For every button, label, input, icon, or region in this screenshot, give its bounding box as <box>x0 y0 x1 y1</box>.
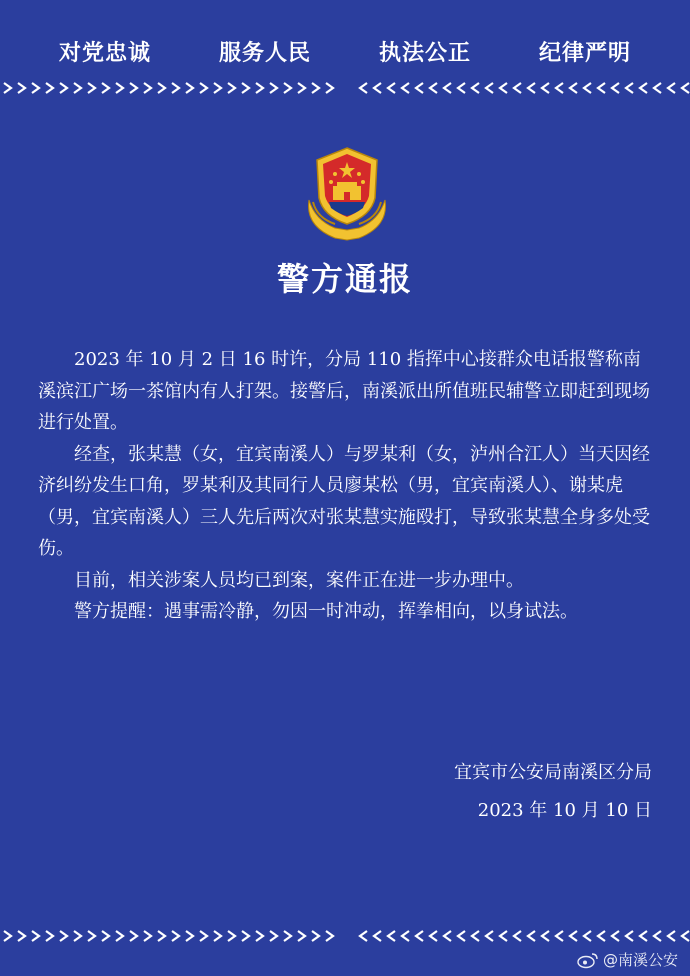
chevron-left-mark <box>556 931 563 941</box>
chevron-left-mark <box>584 931 591 941</box>
chevron-left-mark <box>486 83 493 93</box>
chevron-right-mark <box>228 83 235 93</box>
chevron-right-mark <box>270 931 277 941</box>
chevron-left-mark <box>612 83 619 93</box>
notice-title: 警方通报 <box>276 260 413 298</box>
chevron-left-mark <box>528 931 535 941</box>
chevron-left-mark <box>388 931 395 941</box>
chevron-left-mark <box>626 931 633 941</box>
top-chevron-divider <box>0 81 690 95</box>
chevron-left-mark <box>458 931 465 941</box>
chevron-right-mark <box>60 83 67 93</box>
chevron-right-mark <box>284 931 291 941</box>
chevron-right-mark <box>144 83 151 93</box>
chevron-right-mark <box>270 83 277 93</box>
chevron-left-mark <box>626 83 633 93</box>
chevron-left-mark <box>570 83 577 93</box>
chevron-right-mark <box>46 83 53 93</box>
chevron-right-mark <box>116 931 123 941</box>
chevron-left-mark <box>668 83 675 93</box>
chevron-left-mark <box>444 931 451 941</box>
chevron-left-mark <box>374 931 381 941</box>
chevron-left-mark <box>458 83 465 93</box>
chevron-right-mark <box>88 931 95 941</box>
chevron-right-mark <box>158 83 165 93</box>
chevron-right-mark <box>130 83 137 93</box>
chevron-right-mark <box>144 931 151 941</box>
chevron-right-mark <box>312 83 319 93</box>
chevron-left-mark <box>542 83 549 93</box>
chevron-right-mark <box>256 83 263 93</box>
chevron-left-mark <box>514 83 521 93</box>
chevron-left-mark <box>556 83 563 93</box>
chevron-left-mark <box>682 931 689 941</box>
issuer-name: 宜宾市公安局南溪区分局 <box>454 762 652 783</box>
notice-paragraph: 2023 年 10 月 2 日 16 时许，分局 110 指挥中心接群众电话报警称南溪滨江广场一茶馆内有人打架。接警后，南溪派出所值班民辅警立即赶到现场进行处置。 <box>38 349 650 433</box>
chevron-left-mark <box>430 931 437 941</box>
chevron-left-mark <box>416 931 423 941</box>
chevron-left-mark <box>500 931 507 941</box>
chevron-right-mark <box>18 931 25 941</box>
chevron-right-mark <box>256 931 263 941</box>
chevron-right-mark <box>130 931 137 941</box>
chevron-left-mark <box>430 83 437 93</box>
chevron-right-mark <box>74 83 81 93</box>
chevron-right-mark <box>46 931 53 941</box>
chevron-left-mark <box>668 931 675 941</box>
chevron-right-mark <box>284 83 291 93</box>
chevron-left-mark <box>388 83 395 93</box>
chevron-left-mark <box>486 931 493 941</box>
chevron-right-mark <box>4 931 11 941</box>
chevron-right-mark <box>116 83 123 93</box>
chevron-right-mark <box>186 83 193 93</box>
chevron-left-mark <box>598 83 605 93</box>
chevron-right-mark <box>74 931 81 941</box>
chevron-left-mark <box>360 931 367 941</box>
chevron-right-mark <box>172 931 179 941</box>
chevron-right-mark <box>242 83 249 93</box>
chevron-right-mark <box>102 931 109 941</box>
chevron-right-mark <box>242 931 249 941</box>
chevron-left-mark <box>640 83 647 93</box>
chevron-left-mark <box>374 83 381 93</box>
chevron-left-mark <box>612 931 619 941</box>
chevron-right-mark <box>186 931 193 941</box>
chevron-left-mark <box>472 931 479 941</box>
chevron-left-mark <box>682 83 689 93</box>
chevron-left-mark <box>598 931 605 941</box>
chevron-left-mark <box>402 83 409 93</box>
chevron-right-mark <box>312 931 319 941</box>
chevron-right-mark <box>214 931 221 941</box>
chevron-left-mark <box>542 931 549 941</box>
chevron-right-mark <box>102 83 109 93</box>
chevron-right-mark <box>214 83 221 93</box>
chevron-left-mark <box>570 931 577 941</box>
notice-paragraph: 警方提醒：遇事需冷静，勿因一时冲动，挥拳相向，以身试法。 <box>74 601 578 622</box>
police-badge-icon <box>295 142 399 246</box>
chevron-right-mark <box>32 83 39 93</box>
chevron-right-mark <box>298 931 305 941</box>
chevron-right-mark <box>18 83 25 93</box>
chevron-right-mark <box>298 83 305 93</box>
notice-paragraph: 目前，相关涉案人员均已到案，案件正在进一步办理中。 <box>74 569 524 591</box>
chevron-right-mark <box>172 83 179 93</box>
weibo-handle: @南溪公安 <box>602 951 678 969</box>
chevron-left-mark <box>654 83 661 93</box>
chevron-left-mark <box>472 83 479 93</box>
chevron-right-mark <box>4 83 11 93</box>
notice-paragraph: 经查，张某慧（女，宜宾南溪人）与罗某利（女，泸州合江人）当天因经济纠纷发生口角，罗某利及其同行人员廖某松（男，宜宾南溪人）、谢某虎（男，宜宾南溪人）三人先后两次对张某慧实施殴打，导致张某慧全身多处受伤。 <box>38 443 650 559</box>
notice-body <box>38 344 658 628</box>
chevron-right-mark <box>200 931 207 941</box>
weibo-icon <box>577 951 599 969</box>
chevron-right-mark <box>326 83 333 93</box>
bottom-chevron-divider <box>0 929 690 943</box>
header-motto: 对党忠诚 服务人民 执法公正 纪律严明 <box>59 41 631 66</box>
chevron-right-mark <box>158 931 165 941</box>
chevron-left-mark <box>514 931 521 941</box>
chevron-left-mark <box>654 931 661 941</box>
chevron-left-mark <box>640 931 647 941</box>
chevron-left-mark <box>584 83 591 93</box>
chevron-left-mark <box>500 83 507 93</box>
chevron-left-mark <box>360 83 367 93</box>
issue-date: 2023 年 10 月 10 日 <box>477 800 652 821</box>
chevron-right-mark <box>200 83 207 93</box>
chevron-left-mark <box>528 83 535 93</box>
chevron-right-mark <box>228 931 235 941</box>
chevron-left-mark <box>416 83 423 93</box>
chevron-right-mark <box>32 931 39 941</box>
chevron-right-mark <box>326 931 333 941</box>
chevron-right-mark <box>88 83 95 93</box>
chevron-left-mark <box>444 83 451 93</box>
chevron-left-mark <box>402 931 409 941</box>
weibo-watermark <box>577 949 678 970</box>
chevron-right-mark <box>60 931 67 941</box>
